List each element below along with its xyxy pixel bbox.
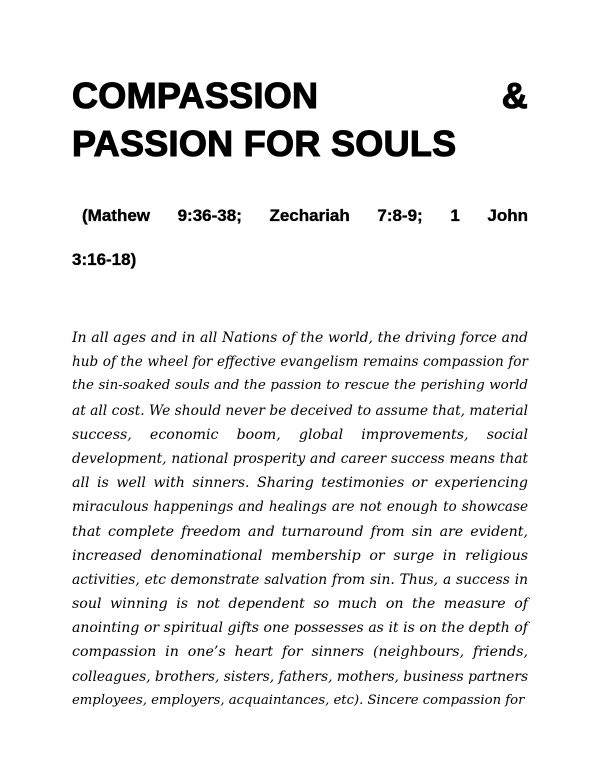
reference-part: 1 [450, 206, 460, 225]
paragraph-line: anointing or spiritual gifts one possesses as it is on the depth of [72, 620, 528, 637]
paragraph-line: colleagues, brothers, sisters, fathers, mothers, business partners [72, 668, 529, 685]
paragraph-line: hub of the wheel for effective evangelism remains compassion for [72, 354, 528, 371]
title-word-compassion: COMPASSION [72, 75, 319, 116]
reference-part: 7:8-9; [377, 206, 423, 225]
title-line-2: PASSION FOR SOULS [72, 123, 457, 164]
reference-part: John [487, 206, 528, 225]
reference-part: (Mathew [82, 206, 150, 225]
paragraph-line: compassion in one’s heart for sinners (neighbours, friends, [72, 644, 528, 661]
title-line-1 [72, 72, 528, 120]
paragraph-line: miraculous happenings and healings are not enough to showcase [72, 499, 528, 516]
paragraph-line: the sin-soaked souls and the passion to rescue the perishing world [72, 378, 528, 394]
page-title [72, 72, 528, 168]
paragraph-line: In all ages and in all Nations of the world, the driving force and [72, 330, 528, 346]
scripture-reference-line-2: 3:16-18) [72, 250, 137, 269]
paragraph-line: activities, etc demonstrate salvation from sin. Thus, a success in [72, 571, 528, 588]
reference-part: 9:36-38; [177, 206, 242, 225]
paragraph-line: success, economic boom, global improvements, social [72, 426, 528, 443]
paragraph-line: that complete freedom and turnaround from sin are evident, [72, 523, 528, 540]
scripture-reference [72, 199, 528, 277]
reference-part: Zechariah [269, 206, 350, 225]
paragraph-line: all is well with sinners. Sharing testimonies or experiencing [72, 475, 528, 492]
paragraph-line: employees, employers, acquaintances, etc). Sincere compassion for [72, 692, 525, 708]
body-paragraph [72, 326, 528, 713]
paragraph-line: increased denominational membership or surge in religious [72, 547, 528, 564]
paragraph-line: development, national prosperity and career success means that [72, 450, 528, 467]
paragraph-line: soul winning is not dependent so much on the measure of [72, 596, 528, 613]
title-ampersand: & [501, 75, 528, 116]
scripture-reference-line-1 [72, 199, 528, 233]
paragraph-line: at all cost. We should never be deceived to assume that, material [72, 402, 529, 419]
